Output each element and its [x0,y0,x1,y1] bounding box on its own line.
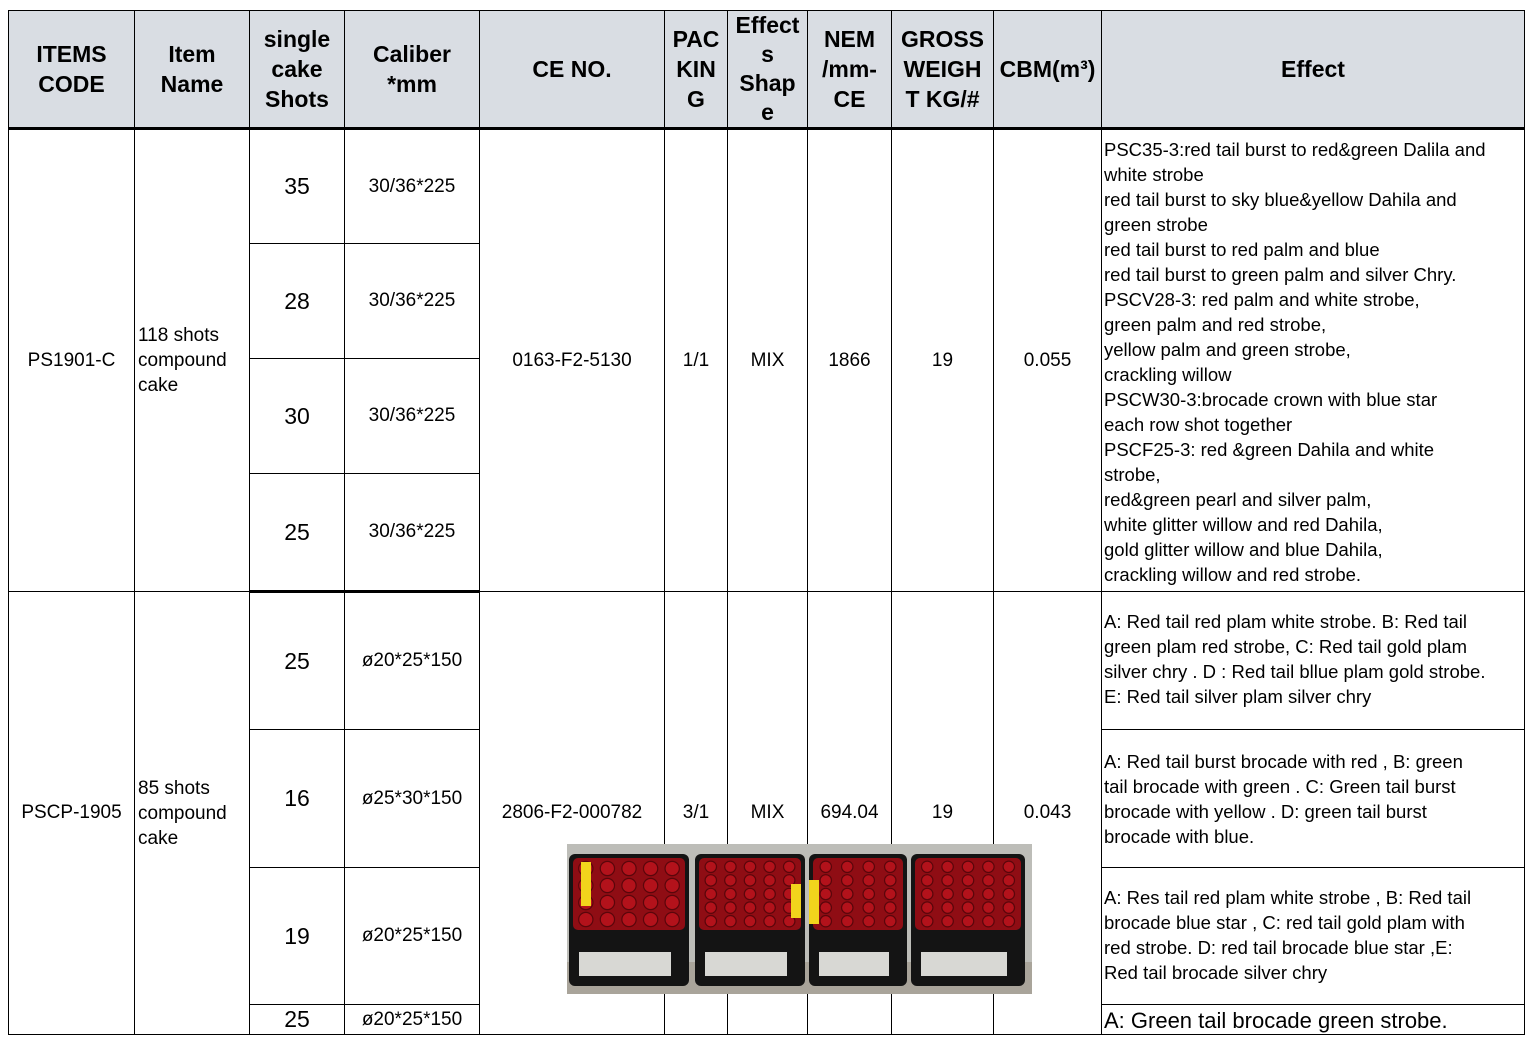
tube-icon [921,888,932,899]
tube-icon [600,878,614,892]
cake-box [569,854,689,986]
packing-cell: 3/1 [665,592,728,1035]
tube-icon [643,878,657,892]
tube-icon [842,915,853,926]
effect-cell: A: Red tail red plam white strobe. B: Red tail green plam red strobe, C: Red tail gold plam silver chry . D : Red tail bllue plam gold strobe. E: Red tail silver plam silver chry [1102,592,1525,730]
caliber-cell: 30/36*225 [345,129,480,244]
effect-cell: PSC35-3:red tail burst to red&green Dalila and white strobe red tail burst to sky blue&yellow Dahila and green strobe red tail burst to red palm and blue red tail burst to green palm and silver Chry. PSCV28-3: red palm and white strobe, green palm and red strobe, yellow palm and green strobe, crackling willow PSCW30-3:brocade crown with blue star each row shot together PSCF25-3: red &green Dahila and white strobe, red&green pearl and silver palm, white glitter willow and red Dahila, gold glitter willow and blue Dahila, crackling willow and red strobe. [1102,129,1525,592]
tube-icon [600,912,614,926]
gross-weight-cell: 19 [892,592,994,1035]
tube-icon [764,902,775,913]
tube-icon [744,861,755,872]
tube-icon [885,875,896,886]
tube-icon [921,875,932,886]
tube-icon [820,875,831,886]
tube-icon [962,861,973,872]
shots-cell: 25 [250,474,345,592]
tube-icon [842,875,853,886]
caliber-cell: 30/36*225 [345,474,480,592]
item-code-cell: PS1901-C [9,129,135,592]
tube-icon [863,861,874,872]
tube-icon [705,861,716,872]
shots-cell: 25 [250,1005,345,1035]
tube-icon [863,915,874,926]
tube-icon [962,902,973,913]
header-items-code: ITEMS CODE [9,11,135,129]
warning-label-icon [581,862,591,906]
tube-icon [665,895,679,909]
tube-icon [983,888,994,899]
tube-icon [744,888,755,899]
tube-icon [983,915,994,926]
tube-icon [705,915,716,926]
tube-icon [842,861,853,872]
tube-icon [820,888,831,899]
header-gross-weight: GROSS WEIGH T KG/# [892,11,994,129]
ce-no-cell: 2806-F2-000782 [480,592,665,1035]
tube-icon [885,902,896,913]
table-row [9,129,1525,244]
ce-no-cell: 0163-F2-5130 [480,129,665,592]
tube-icon [983,902,994,913]
tube-icon [942,915,953,926]
product-photo [567,844,1032,994]
caliber-cell: ø20*25*150 [345,592,480,730]
tube-icon [783,861,794,872]
table-row [9,592,1525,730]
shots-cell: 28 [250,244,345,359]
tube-icon [725,861,736,872]
tube-icon [665,861,679,875]
tube-icon [744,875,755,886]
tube-icon [705,902,716,913]
cake-box [695,854,805,986]
tube-icon [921,915,932,926]
tube-icon [744,902,755,913]
tube-icon [744,915,755,926]
tube-icon [705,875,716,886]
tube-icon [643,895,657,909]
tube-icon [579,912,593,926]
effect-cell: A: Res tail red plam white strobe , B: Red tail brocade blue star , C: red tail gold plam with red strobe. D: red tail brocade blue star ,E: Red tail brocade silver chry [1102,868,1525,1005]
tube-icon [863,888,874,899]
tube-icon [1003,888,1014,899]
effects-shape-cell: MIX [728,129,808,592]
tube-icon [942,861,953,872]
tube-icon [942,888,953,899]
tube-icon [622,861,636,875]
tube-icon [725,915,736,926]
tube-icon [1003,902,1014,913]
tube-icon [764,875,775,886]
header-packing: PAC KIN G [665,11,728,129]
tube-icon [842,902,853,913]
tube-icon [1003,875,1014,886]
shots-cell: 16 [250,730,345,868]
tube-icon [665,912,679,926]
tube-icon [885,915,896,926]
tube-icon [643,912,657,926]
tube-icon [942,875,953,886]
header-shots: single cake Shots [250,11,345,129]
tube-icon [622,878,636,892]
item-code-cell: PSCP-1905 [9,592,135,1035]
tube-icon [885,861,896,872]
tube-icon [962,915,973,926]
tube-icon [764,915,775,926]
tube-icon [622,895,636,909]
tube-icon [863,902,874,913]
shots-cell: 19 [250,868,345,1005]
tube-icon [962,875,973,886]
tube-icon [1003,915,1014,926]
tube-icon [725,875,736,886]
tube-icon [622,912,636,926]
tube-icon [600,861,614,875]
header-cbm: CBM(m³) [994,11,1102,129]
effects-shape-cell: MIX [728,592,808,1035]
tube-icon [921,861,932,872]
cbm-cell: 0.055 [994,129,1102,592]
compound-cake-image [567,844,1032,994]
tube-icon [1003,861,1014,872]
tube-icon [962,888,973,899]
tube-icon [820,915,831,926]
warning-label-icon [809,880,819,924]
caliber-cell: 30/36*225 [345,244,480,359]
packing-cell: 1/1 [665,129,728,592]
item-name-cell: 85 shots compound cake [135,592,250,1035]
shots-cell: 35 [250,129,345,244]
tube-icon [983,861,994,872]
cake-box [809,854,907,986]
header-effect: Effect [1102,11,1525,129]
tube-icon [942,902,953,913]
shots-cell: 25 [250,592,345,730]
tube-icon [643,861,657,875]
caliber-cell: ø25*30*150 [345,730,480,868]
nem-cell: 694.04 [808,592,892,1035]
tube-icon [983,875,994,886]
cbm-cell: 0.043 [994,592,1102,1035]
tube-icon [820,861,831,872]
warning-label-icon [791,884,801,918]
nem-cell: 1866 [808,129,892,592]
tube-icon [665,878,679,892]
caliber-cell: 30/36*225 [345,359,480,474]
tube-icon [705,888,716,899]
tube-icon [764,888,775,899]
tube-icon [725,888,736,899]
shots-cell: 30 [250,359,345,474]
tube-icon [921,902,932,913]
tube-icon [863,875,874,886]
tube-icon [725,902,736,913]
header-nem: NEM /mm- CE [808,11,892,129]
tube-icon [842,888,853,899]
tube-icon [764,861,775,872]
tube-icon [820,902,831,913]
effect-cell: A: Green tail brocade green strobe. [1102,1005,1525,1035]
item-name-cell: 118 shots compound cake [135,129,250,592]
gross-weight-cell: 19 [892,129,994,592]
header-caliber: Caliber *mm [345,11,480,129]
header-ce-no: CE NO. [480,11,665,129]
header-effects-shape: Effect s Shap e [728,11,808,129]
cake-box [911,854,1025,986]
caliber-cell: ø20*25*150 [345,1005,480,1035]
effect-cell: A: Red tail burst brocade with red , B: green tail brocade with green . C: Green tail burst brocade with yellow . D: green tail burst brocade with blue. [1102,730,1525,868]
header-row [9,11,1525,129]
tube-icon [885,888,896,899]
header-item-name: Item Name [135,11,250,129]
tube-icon [600,895,614,909]
caliber-cell: ø20*25*150 [345,868,480,1005]
